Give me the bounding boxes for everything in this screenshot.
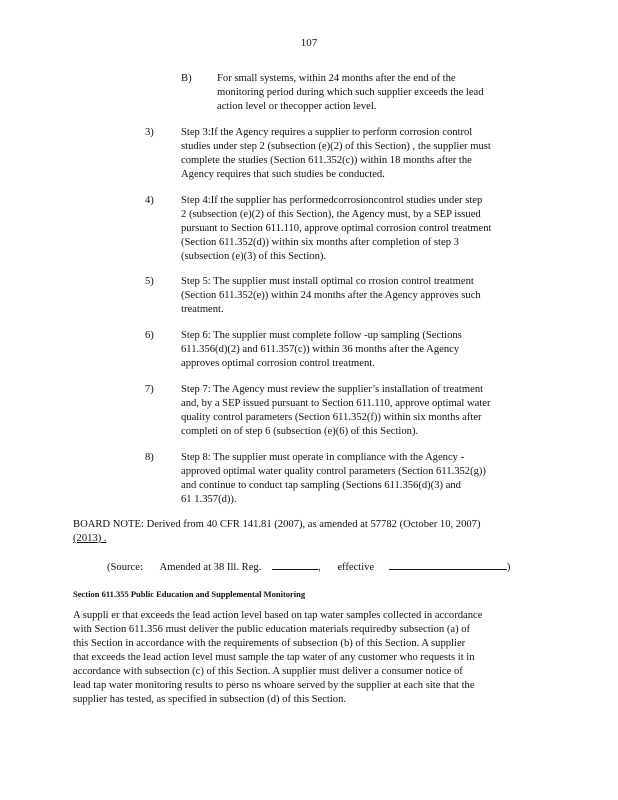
board-note-line: BOARD NOTE: Derived from 40 CFR 141.81 (2007), as amended at 57782 (October 10, 2007) (73, 519, 481, 530)
section-body (73, 609, 531, 707)
text-line: Agency requires that such studies be conducted. (181, 169, 385, 180)
step-text (181, 194, 521, 264)
text-line: treatment. (181, 304, 224, 315)
step-marker: 5) (145, 276, 154, 287)
text-line: Step 6: The supplier must complete follow -up sampling (Sections (181, 330, 462, 341)
text-line: action level or thecopper action level. (217, 101, 377, 112)
text-line: approves optimal corrosion control treatment. (181, 358, 375, 369)
text-line: Step 5: The supplier must install optimal co rrosion control treatment (181, 276, 474, 287)
step-marker: 3) (145, 127, 154, 138)
text-line: approved optimal water quality control parameters (Section 611.352(g)) (181, 466, 486, 477)
section-heading: Section 611.355 Public Education and Supplemental Monitoring (73, 589, 306, 599)
text-line: (Section 611.352(e)) within 24 months after the Agency approves such (181, 290, 481, 301)
text-line: complete the studies (Section 611.352(c)) within 18 months after the (181, 155, 472, 166)
source-comma: , (318, 562, 321, 573)
step-text (181, 126, 521, 182)
text-line: 2 (subsection (e)(2) of this Section), the Agency must, by a SEP issued (181, 209, 481, 220)
board-note-line: (2013) . (73, 533, 107, 544)
step-marker: 4) (145, 195, 154, 206)
text-line: and continue to conduct tap sampling (Sections 611.356(d)(3) and (181, 480, 461, 491)
text-line: monitoring period during which such supplier exceeds the lead (217, 87, 484, 98)
text-line: studies under step 2 (subsection (e)(2) of this Section) , the supplier must (181, 141, 491, 152)
source-prefix: (Source: (107, 562, 143, 573)
step-text (181, 329, 521, 371)
text-line: lead tap water monitoring results to perso ns whoare served by the supplier at each site that the (73, 680, 475, 691)
text-line: accordance with subsection (c) of this Section. A supplier must deliver a consumer notice of (73, 666, 463, 677)
text-line: that exceeds the lead action level must sample the tap water of any customer who requests it in (73, 652, 475, 663)
text-line: Step 3:If the Agency requires a supplier to perform corrosion control (181, 127, 473, 138)
text-line: 61 1.357(d)). (181, 494, 237, 505)
text-line: quality control parameters (Section 611.352(f)) within six months after (181, 412, 482, 423)
step-text (181, 451, 521, 507)
text-line: Step 7: The Agency must review the supplier’s installation of treatment (181, 384, 484, 395)
sub-item-marker: B) (181, 73, 192, 84)
text-line: completi on of step 6 (subsection (e)(6) of this Section). (181, 426, 419, 437)
step-marker: 6) (145, 330, 154, 341)
text-line: this Section in accordance with the requirements of subsection (b) of this Section. A supplier (73, 638, 466, 649)
text-line: (subsection (e)(3) of this Section). (181, 251, 327, 262)
text-line: and, by a SEP issued pursuant to Section 611.110, approve optimal water (181, 398, 491, 409)
source-close: ) (506, 562, 511, 573)
sub-item-text (217, 72, 519, 114)
source-amended: Amended at 38 Ill. Reg. (159, 562, 262, 573)
source-effective: effective (337, 562, 375, 573)
step-text (181, 275, 521, 317)
text-line: Step 8: The supplier must operate in compliance with the Agency - (181, 452, 465, 463)
step-marker: 8) (145, 452, 154, 463)
text-line: Step 4:If the supplier has performedcorrosioncontrol studies under step (181, 195, 483, 206)
page-number: 107 (300, 37, 318, 49)
text-line: 611.356(d)(2) and 611.357(c)) within 36 months after the Agency (181, 344, 460, 355)
step-marker: 7) (145, 384, 154, 395)
text-line: (Section 611.352(d)) within six months after completion of step 3 (181, 237, 459, 248)
text-line: with Section 611.356 must deliver the public education materials requiredby subsection (a) of (73, 624, 471, 635)
text-line: For small systems, within 24 months after the end of the (217, 73, 456, 84)
register-blank (272, 558, 318, 570)
board-note (73, 518, 531, 546)
effective-date-blank (389, 558, 507, 570)
step-text (181, 383, 521, 439)
source-note (107, 558, 511, 575)
text-line: A suppli er that exceeds the lead action level based on tap water samples collected in accordance (73, 610, 483, 621)
text-line: pursuant to Section 611.110, approve optimal corrosion control treatment (181, 223, 492, 234)
text-line: supplier has tested, as specified in subsection (d) of this Section. (73, 694, 347, 705)
